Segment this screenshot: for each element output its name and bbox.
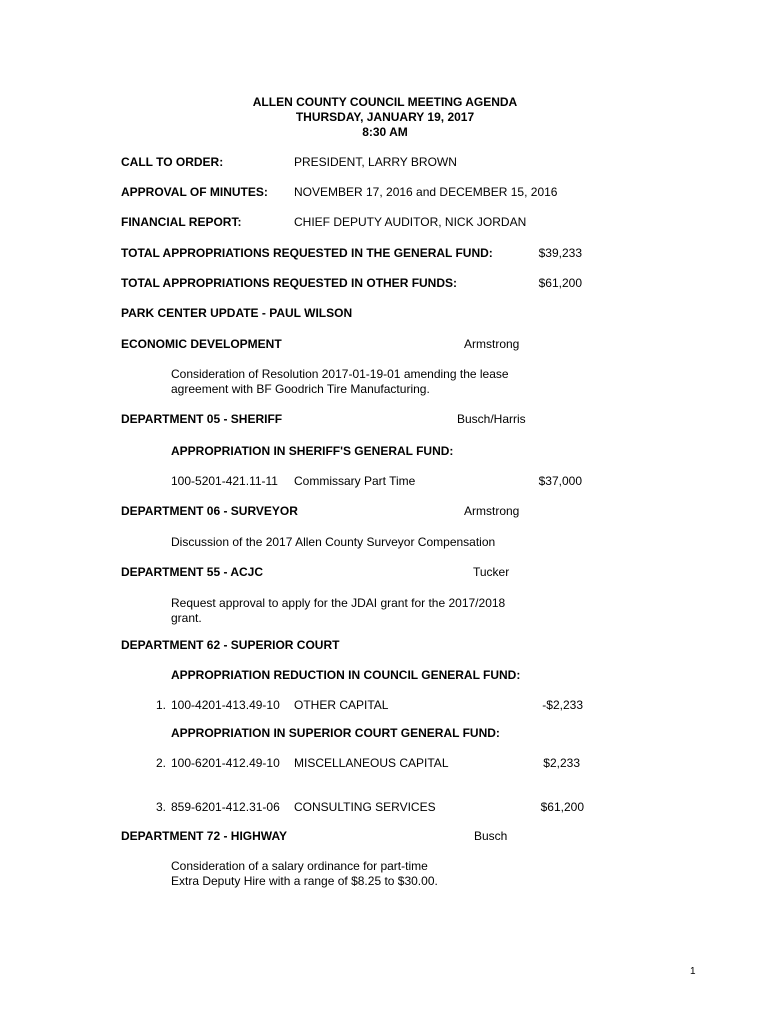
dept62-item3-description: CONSULTING SERVICES: [294, 800, 436, 814]
dept55-desc-2: grant.: [171, 611, 202, 625]
dept55-heading: DEPARTMENT 55 - ACJC: [121, 565, 264, 579]
dept72-sponsor: Busch: [474, 829, 508, 843]
dept05-item-account: 100-5201-421.11-11: [171, 474, 278, 488]
economic-development-desc-1: Consideration of Resolution 2017-01-19-01 amending the lease: [171, 367, 509, 381]
financial-report-label: FINANCIAL REPORT:: [121, 215, 242, 229]
dept72-desc-2: Extra Deputy Hire with a range of $8.25 to $30.00.: [171, 874, 438, 888]
dept05-sponsor: Busch/Harris: [457, 412, 526, 426]
total-general-label: TOTAL APPROPRIATIONS REQUESTED IN THE GENERAL FUND:: [121, 246, 493, 260]
dept62-item2-amount: $2,233: [543, 756, 580, 770]
dept62-item2-account: 100-6201-412.49-10: [171, 756, 280, 770]
economic-development-desc-2: agreement with BF Goodrich Tire Manufacturing.: [171, 382, 430, 396]
dept05-item-description: Commissary Part Time: [294, 474, 416, 488]
dept55-desc-1: Request approval to apply for the JDAI grant for the 2017/2018: [171, 596, 506, 610]
total-other-amount: $61,200: [538, 276, 582, 290]
dept62-item1-account: 100-4201-413.49-10: [171, 698, 280, 712]
dept62-subheading-1: APPROPRIATION REDUCTION IN COUNCIL GENERAL FUND:: [171, 668, 521, 682]
economic-development-sponsor: Armstrong: [464, 337, 520, 351]
dept05-item-amount: $37,000: [538, 474, 582, 488]
dept62-item3-amount: $61,200: [540, 800, 584, 814]
park-center-heading: PARK CENTER UPDATE - PAUL WILSON: [121, 306, 353, 320]
dept62-item1-number: 1.: [155, 698, 166, 712]
dept62-subheading-2: APPROPRIATION IN SUPERIOR COURT GENERAL FUND:: [171, 726, 500, 740]
dept62-item1-description: OTHER CAPITAL: [294, 698, 389, 712]
call-to-order-value: PRESIDENT, LARRY BROWN: [294, 155, 457, 169]
dept62-heading: DEPARTMENT 62 - SUPERIOR COURT: [121, 638, 340, 652]
dept62-item3-number: 3.: [155, 800, 166, 814]
dept06-desc-1: Discussion of the 2017 Allen County Surveyor Compensation: [171, 535, 496, 549]
dept05-subheading: APPROPRIATION IN SHERIFF'S GENERAL FUND:: [171, 444, 454, 458]
dept62-item3-account: 859-6201-412.31-06: [171, 800, 280, 814]
financial-report-value: CHIEF DEPUTY AUDITOR, NICK JORDAN: [294, 215, 527, 229]
dept62-item2-description: MISCELLANEOUS CAPITAL: [294, 756, 449, 770]
dept55-sponsor: Tucker: [473, 565, 510, 579]
call-to-order-label: CALL TO ORDER:: [121, 155, 224, 169]
approval-minutes-value: NOVEMBER 17, 2016 and DECEMBER 15, 2016: [294, 185, 558, 199]
approval-minutes-label: APPROVAL OF MINUTES:: [121, 185, 268, 199]
dept05-heading: DEPARTMENT 05 - SHERIFF: [121, 412, 283, 426]
dept72-desc-1: Consideration of a salary ordinance for part-time: [171, 859, 428, 873]
agenda-date: THURSDAY, JANUARY 19, 2017: [295, 110, 475, 124]
total-general-amount: $39,233: [538, 246, 582, 260]
dept62-item2-number: 2.: [155, 756, 166, 770]
dept72-heading: DEPARTMENT 72 - HIGHWAY: [121, 829, 288, 843]
economic-development-heading: ECONOMIC DEVELOPMENT: [121, 337, 282, 351]
agenda-time: 8:30 AM: [362, 125, 408, 139]
dept06-heading: DEPARTMENT 06 - SURVEYOR: [121, 504, 298, 518]
total-other-label: TOTAL APPROPRIATIONS REQUESTED IN OTHER FUNDS:: [121, 276, 458, 290]
dept62-item1-amount: -$2,233: [542, 698, 583, 712]
page-number: 1: [690, 966, 696, 977]
agenda-title: ALLEN COUNTY COUNCIL MEETING AGENDA: [252, 95, 518, 109]
dept06-sponsor: Armstrong: [464, 504, 520, 518]
